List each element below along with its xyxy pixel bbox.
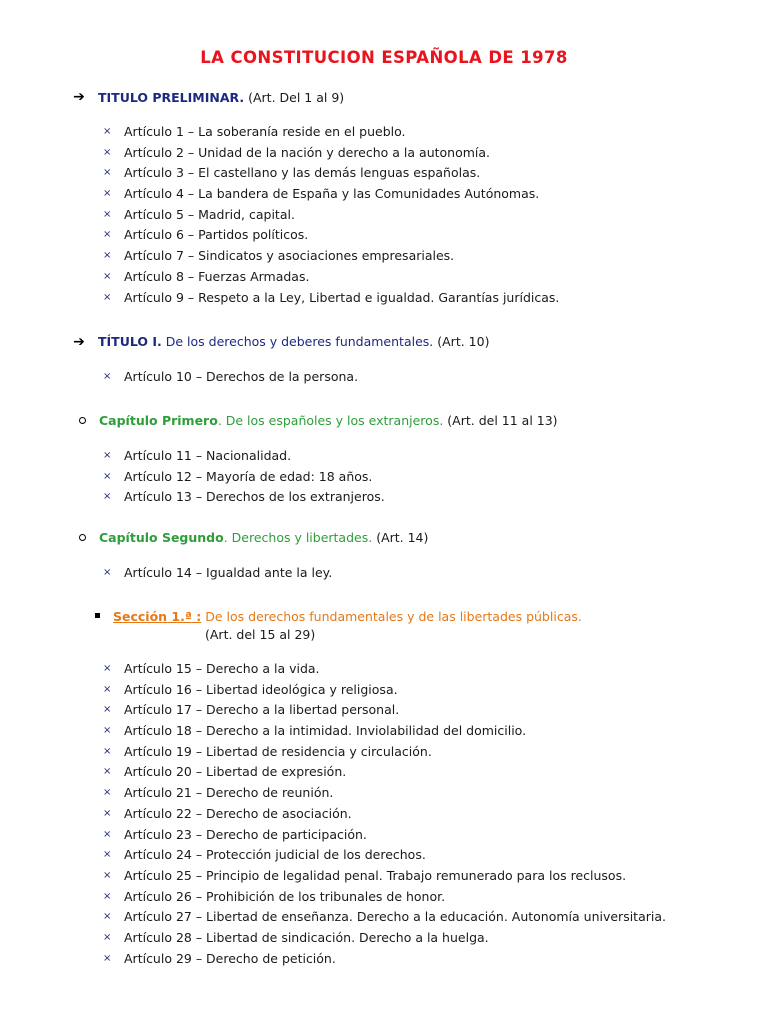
article-item — [103, 700, 666, 721]
capitulo-primero-articles — [103, 446, 385, 508]
square-bullet-icon — [95, 613, 100, 618]
article-item — [103, 487, 385, 508]
x-bullet-icon: × — [103, 146, 112, 158]
capitulo-segundo-range: (Art. 14) — [376, 530, 429, 545]
article-text: Artículo 29 – Derecho de petición. — [124, 950, 336, 966]
arrow-right-icon: ➔ — [73, 89, 85, 105]
x-bullet-icon: × — [103, 952, 112, 964]
article-text: Artículo 13 – Derechos de los extranjeros. — [124, 489, 385, 505]
x-bullet-icon: × — [103, 229, 112, 241]
x-bullet-icon: × — [103, 371, 112, 382]
capitulo-segundo-articles — [103, 563, 332, 584]
article-text: Artículo 5 – Madrid, capital. — [124, 206, 295, 222]
x-bullet-icon: × — [103, 828, 112, 840]
arrow-right-icon: ➔ — [73, 334, 85, 350]
article-text: Artículo 11 – Nacionalidad. — [124, 448, 292, 463]
article-text: Artículo 3 – El castellano y las demás lenguas españolas. — [124, 165, 481, 181]
article-item — [103, 367, 358, 388]
x-bullet-icon: × — [103, 291, 112, 303]
capitulo-primero-heading — [99, 413, 558, 428]
circle-bullet-icon — [79, 534, 86, 541]
article-item — [103, 907, 666, 928]
article-item — [103, 949, 666, 970]
x-bullet-icon: × — [103, 931, 112, 943]
x-bullet-icon: × — [103, 188, 112, 200]
article-text: Artículo 10 – Derechos de la persona. — [124, 369, 359, 384]
x-bullet-icon: × — [103, 911, 112, 923]
article-text: Artículo 26 – Prohibición de los tribunales de honor. — [124, 888, 446, 904]
article-text: Artículo 28 – Libertad de sindicación. Derecho a la huelga. — [124, 929, 489, 945]
article-text: Artículo 20 – Libertad de expresión. — [124, 764, 347, 780]
article-item — [103, 845, 666, 866]
x-bullet-icon: × — [103, 567, 112, 578]
x-bullet-icon: × — [103, 250, 112, 262]
article-item — [103, 446, 385, 467]
x-bullet-icon: × — [103, 890, 112, 902]
article-text: Artículo 21 – Derecho de reunión. — [124, 785, 334, 801]
titulo-preliminar-heading — [98, 90, 344, 105]
seccion-1-label[interactable]: Sección 1.ª : — [113, 609, 202, 624]
article-text: Artículo 14 – Igualdad ante la ley. — [124, 565, 333, 580]
article-text: Artículo 23 – Derecho de participación. — [124, 826, 367, 842]
x-bullet-icon: × — [103, 470, 112, 482]
circle-bullet-icon — [79, 417, 86, 424]
article-item — [103, 205, 559, 226]
x-bullet-icon: × — [103, 869, 112, 881]
article-text: Artículo 8 – Fuerzas Armadas. — [124, 268, 310, 284]
article-text: Artículo 25 – Principio de legalidad penal. Trabajo remunerado para los reclusos. — [124, 867, 627, 883]
article-item — [103, 680, 666, 701]
titulo-1-articles — [103, 367, 358, 388]
titulo-1-range: (Art. 10) — [437, 334, 490, 349]
x-bullet-icon: × — [103, 126, 112, 137]
capitulo-segundo-heading — [99, 530, 428, 545]
capitulo-primero-label: Capítulo Primero — [99, 413, 218, 428]
article-item — [103, 267, 559, 288]
titulo-1-desc: De los derechos y deberes fundamentales. — [165, 334, 434, 349]
document-title: LA CONSTITUCION ESPAÑOLA DE 1978 — [200, 48, 568, 67]
seccion-1-articles — [103, 659, 666, 969]
article-text: Artículo 2 – Unidad de la nación y derecho a la autonomía. — [124, 144, 491, 160]
article-item — [103, 246, 559, 267]
article-item — [103, 563, 332, 584]
article-item — [103, 467, 385, 488]
article-item — [103, 762, 666, 783]
article-text: Artículo 17 – Derecho a la libertad personal. — [124, 702, 400, 718]
x-bullet-icon: × — [103, 208, 112, 220]
article-item — [103, 783, 666, 804]
x-bullet-icon: × — [103, 725, 112, 737]
seccion-1-heading — [113, 609, 582, 624]
capitulo-primero-desc: . De los españoles y los extranjeros. — [217, 413, 444, 428]
article-text: Artículo 22 – Derecho de asociación. — [124, 805, 352, 821]
article-item — [103, 742, 666, 763]
article-text: Artículo 9 – Respeto a la Ley, Libertad e igualdad. Garantías jurídicas. — [124, 289, 560, 305]
article-item — [103, 163, 559, 184]
x-bullet-icon: × — [103, 663, 112, 674]
article-text: Artículo 4 – La bandera de España y las Comunidades Autónomas. — [124, 186, 540, 202]
article-item — [103, 887, 666, 908]
article-item — [103, 866, 666, 887]
article-text: Artículo 16 – Libertad ideológica y religiosa. — [124, 681, 398, 697]
x-bullet-icon: × — [103, 766, 112, 778]
article-item — [103, 804, 666, 825]
article-item — [103, 225, 559, 246]
titulo-preliminar-range: (Art. Del 1 al 9) — [248, 90, 345, 105]
article-text: Artículo 19 – Libertad de residencia y circulación. — [124, 743, 432, 759]
x-bullet-icon: × — [103, 683, 112, 695]
article-item — [103, 122, 559, 143]
x-bullet-icon: × — [103, 491, 112, 503]
titulo-1-heading — [98, 334, 489, 349]
article-item — [103, 928, 666, 949]
article-item — [103, 659, 666, 680]
capitulo-segundo-desc: . Derechos y libertades. — [223, 530, 373, 545]
x-bullet-icon: × — [103, 745, 112, 757]
article-text: Artículo 18 – Derecho a la intimidad. Inviolabilidad del domicilio. — [124, 723, 527, 739]
x-bullet-icon: × — [103, 807, 112, 819]
x-bullet-icon: × — [103, 704, 112, 716]
x-bullet-icon: × — [103, 787, 112, 799]
article-text: Artículo 12 – Mayoría de edad: 18 años. — [124, 468, 373, 484]
article-item — [103, 721, 666, 742]
article-text: Artículo 7 – Sindicatos y asociaciones empresariales. — [124, 248, 455, 264]
seccion-1-range: (Art. del 15 al 29) — [205, 627, 316, 642]
article-item — [103, 143, 559, 164]
article-text: Artículo 15 – Derecho a la vida. — [124, 661, 320, 676]
x-bullet-icon: × — [103, 270, 112, 282]
x-bullet-icon: × — [103, 849, 112, 861]
x-bullet-icon: × — [103, 167, 112, 179]
article-item — [103, 825, 666, 846]
capitulo-primero-range: (Art. del 11 al 13) — [447, 413, 558, 428]
article-text: Artículo 27 – Libertad de enseñanza. Derecho a la educación. Autonomía universitaria. — [124, 909, 666, 925]
titulo-preliminar-label: TITULO PRELIMINAR. — [98, 90, 245, 105]
titulo-preliminar-articles — [103, 122, 559, 308]
article-text: Artículo 1 – La soberanía reside en el pueblo. — [124, 124, 406, 139]
capitulo-segundo-label: Capítulo Segundo — [99, 530, 224, 545]
seccion-1-desc: De los derechos fundamentales y de las libertades públicas. — [205, 609, 582, 624]
article-item — [103, 184, 559, 205]
article-text: Artículo 24 – Protección judicial de los derechos. — [124, 847, 426, 863]
article-item — [103, 288, 559, 309]
titulo-1-label: TÍTULO I. — [98, 334, 162, 349]
x-bullet-icon: × — [103, 450, 112, 461]
article-text: Artículo 6 – Partidos políticos. — [124, 227, 309, 243]
